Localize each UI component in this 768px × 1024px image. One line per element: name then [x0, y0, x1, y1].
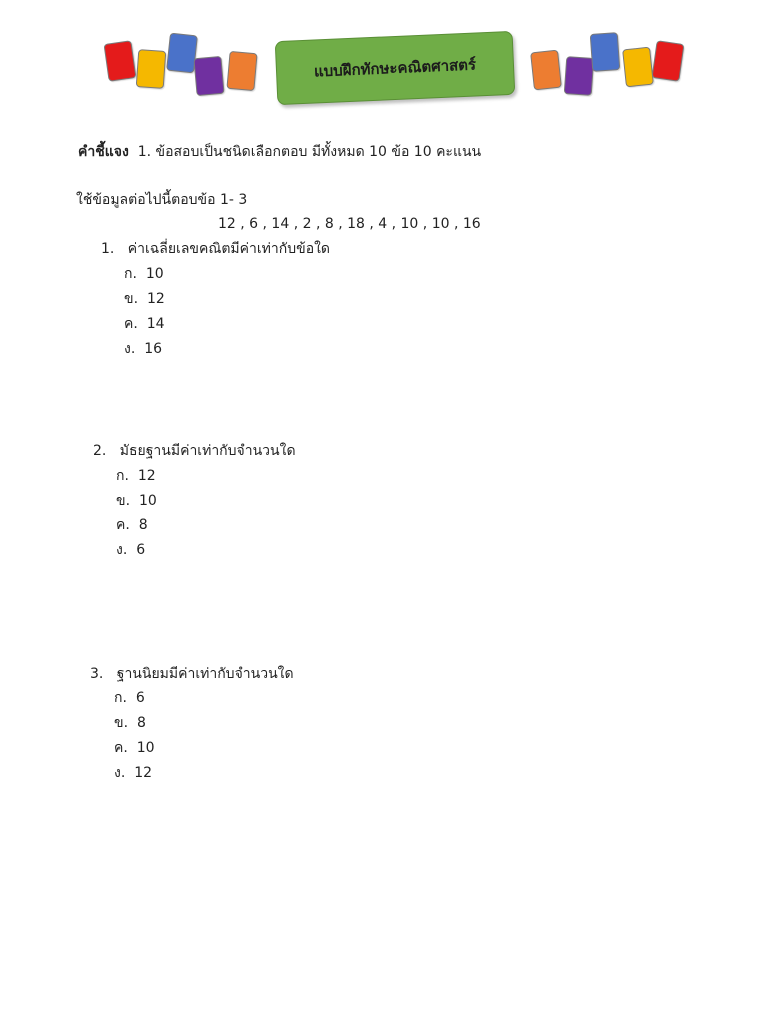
choice-value: 8 — [136, 715, 146, 731]
choice-value: 16 — [144, 341, 163, 357]
choice-label: ก. — [116, 468, 129, 484]
question-text: ฐานนิยมมีค่าเท่ากับจำนวนใด — [116, 666, 294, 682]
choice-value: 10 — [138, 493, 157, 509]
red-tile-decoration — [103, 40, 136, 82]
choice-value: 12 — [146, 291, 165, 307]
instructions-line — [78, 143, 481, 161]
title-banner — [275, 31, 516, 105]
instructions-label: คำชี้แจง — [78, 144, 129, 160]
choice-label: ค. — [116, 517, 130, 533]
data-intro: ใช้ข้อมูลต่อไปนี้ตอบข้อ 1- 3 — [76, 192, 248, 208]
header-banner — [0, 0, 768, 120]
choice-label: ก. — [114, 690, 127, 706]
question-2 — [93, 442, 296, 460]
yellow-tile-decoration — [136, 49, 167, 89]
page-title: แบบฝึกทักษะคณิตศาสตร์ — [313, 55, 477, 81]
choice-3a[interactable] — [114, 689, 145, 707]
choice-3c[interactable] — [114, 739, 155, 757]
question-3 — [90, 665, 294, 683]
choice-2d[interactable] — [116, 541, 145, 559]
choice-label: ข. — [116, 493, 131, 509]
yellow-tile-decoration — [622, 47, 654, 88]
question-text: มัธยฐานมีค่าเท่ากับจำนวนใด — [119, 443, 296, 459]
question-number: 1. — [101, 241, 115, 257]
choice-label: ข. — [124, 291, 139, 307]
choice-1b[interactable] — [124, 290, 165, 308]
choice-label: ง. — [114, 765, 126, 781]
choice-value: 12 — [137, 468, 156, 484]
blue-tile-decoration — [590, 32, 621, 72]
choice-1d[interactable] — [124, 340, 162, 358]
choice-value: 10 — [145, 266, 164, 282]
blue-tile-decoration — [166, 33, 198, 74]
question-text: ค่าเฉลี่ยเลขคณิตมีค่าเท่ากับข้อใด — [127, 241, 331, 257]
purple-tile-decoration — [193, 56, 224, 96]
choice-value: 6 — [135, 690, 145, 706]
question-number: 3. — [90, 666, 104, 682]
choice-1c[interactable] — [124, 315, 165, 333]
choice-value: 12 — [134, 765, 153, 781]
orange-tile-decoration — [530, 50, 562, 91]
choice-label: ง. — [124, 341, 136, 357]
choice-label: ค. — [114, 740, 128, 756]
choice-label: ข. — [114, 715, 129, 731]
choice-value: 10 — [136, 740, 155, 756]
red-tile-decoration — [651, 40, 684, 82]
choice-3d[interactable] — [114, 764, 152, 782]
choice-2a[interactable] — [116, 467, 156, 485]
choice-value: 8 — [138, 517, 148, 533]
choice-label: ค. — [124, 316, 138, 332]
choice-1a[interactable] — [124, 265, 164, 283]
choice-2b[interactable] — [116, 492, 157, 510]
choice-value: 6 — [136, 542, 146, 558]
choice-label: ง. — [116, 542, 128, 558]
choice-3b[interactable] — [114, 714, 146, 732]
choice-2c[interactable] — [116, 516, 148, 534]
data-values: 12 , 6 , 14 , 2 , 8 , 18 , 4 , 10 , 10 , 16 — [218, 216, 481, 232]
question-1 — [101, 240, 330, 258]
choice-value: 14 — [146, 316, 165, 332]
orange-tile-decoration — [226, 51, 257, 91]
question-number: 2. — [93, 443, 107, 459]
choice-label: ก. — [124, 266, 137, 282]
purple-tile-decoration — [564, 56, 595, 96]
instructions-text: 1. ข้อสอบเป็นชนิดเลือกตอบ มีทั้งหมด 10 ข้อ 10 คะแนน — [137, 144, 482, 160]
